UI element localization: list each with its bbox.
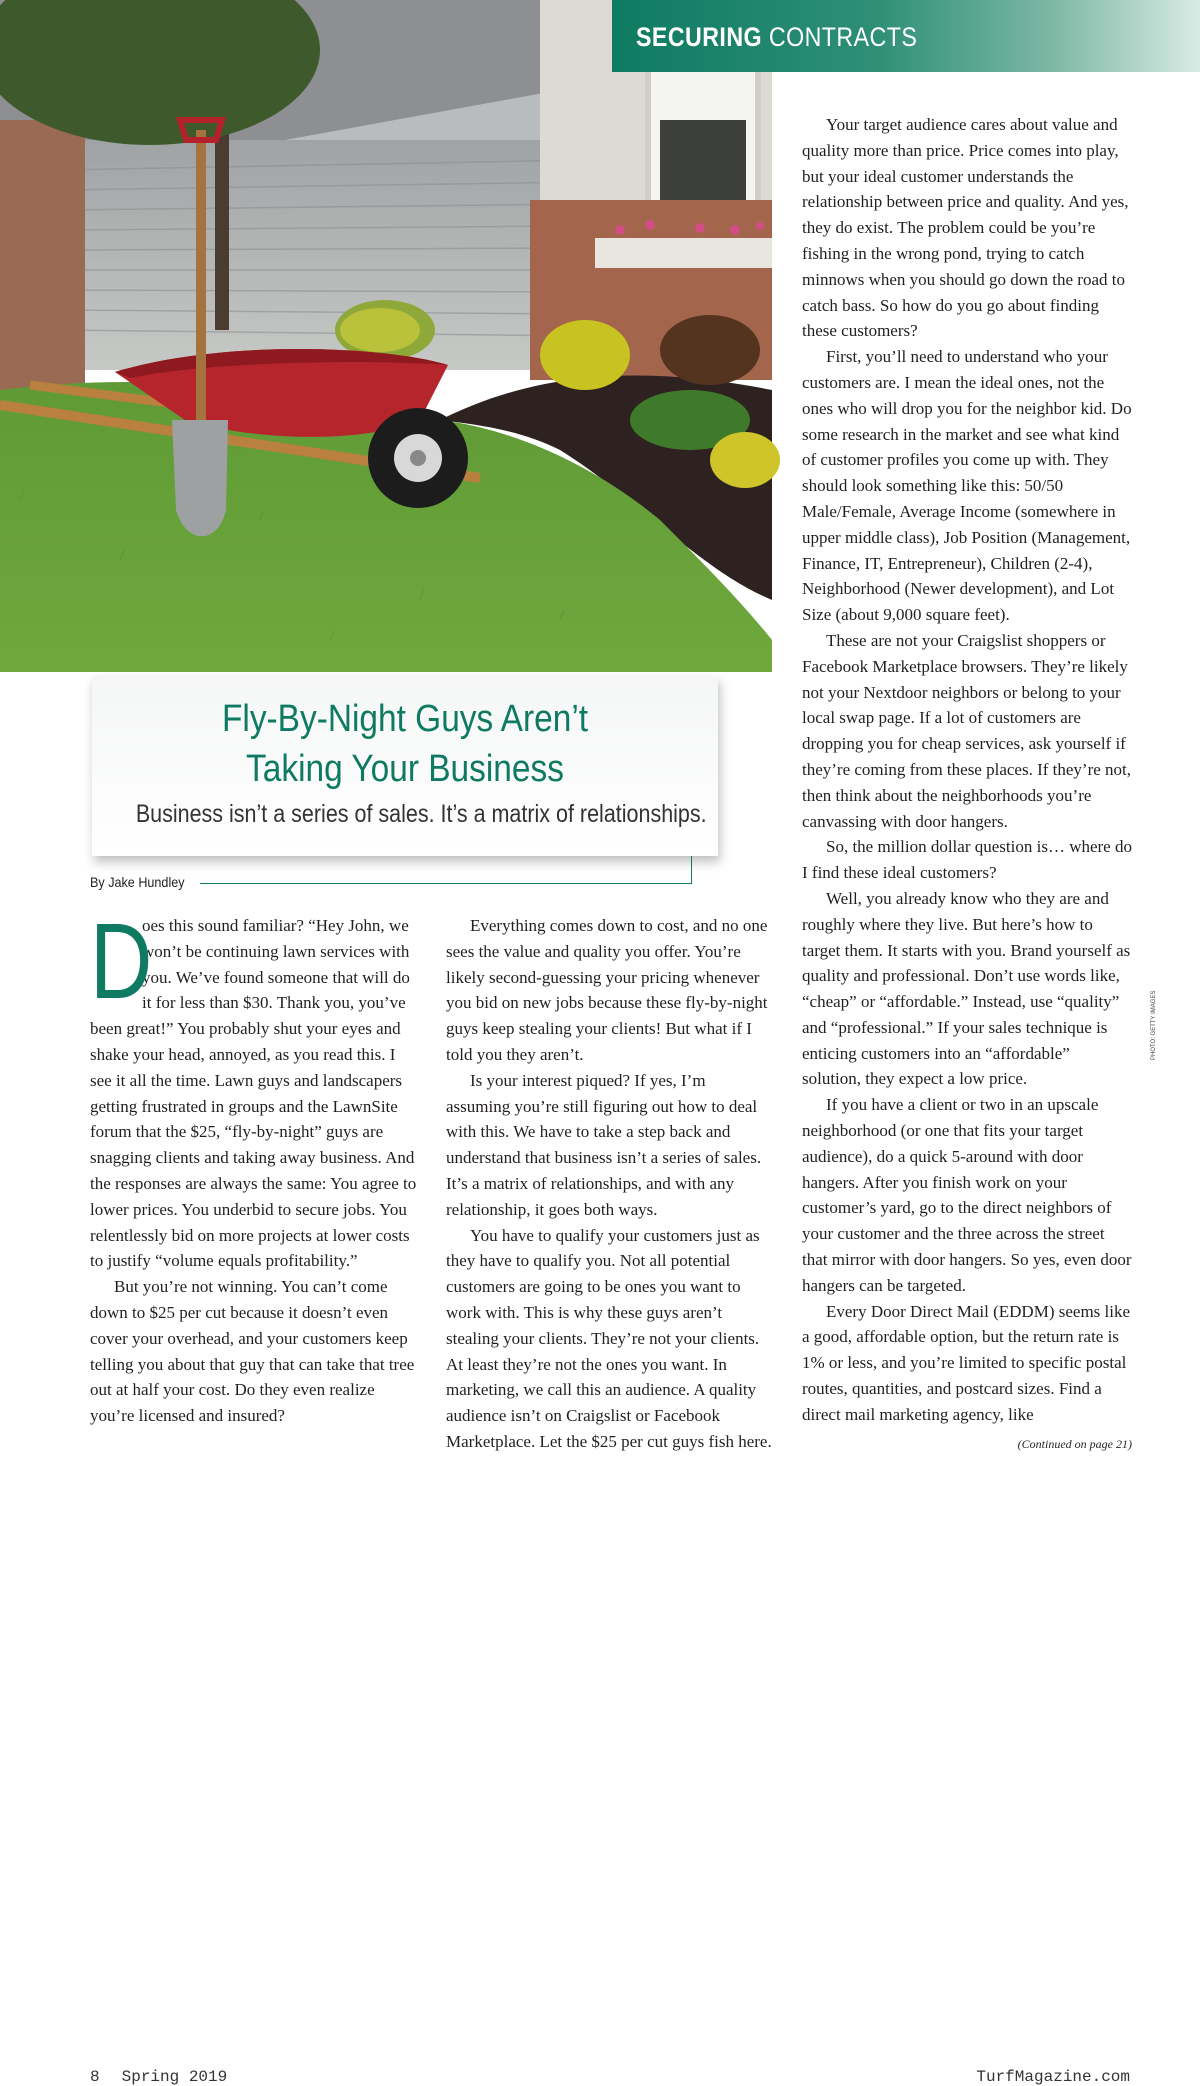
page-number: 8 bbox=[90, 2068, 100, 2086]
byline: By Jake Hundley bbox=[90, 874, 185, 890]
headline-line-2: Taking Your Business bbox=[246, 748, 564, 790]
paragraph: Is your interest piqued? If yes, I’m assuming you’re still figuring out how to deal with this. We have to take a step back and understand that business isn’t a series of sales. It’s a matrix of relationships, and with any relationship, it goes both ways. bbox=[446, 1070, 762, 1219]
lawn-wheelbarrow-photo bbox=[0, 0, 772, 672]
article-column-1 bbox=[90, 900, 420, 1429]
paragraph-text: oes this sound familiar? “Hey John, we won’t be continuing lawn services with you. We’ve found someone that will do it for less than $30. Thank you, you’ve been great!” You probably shut your eyes and shake your head, annoyed, as you read this. I see it all the time. Lawn guys and landscapers getting frustrated in groups and the LawnSite forum that the $25, “fly-by-night” guys are snagging clients and taking away business. And the responses are always the same: You agree to lower prices. You underbid to secure jobs. You relentlessly bid on more projects at lower costs to justify “volume equals profitability.” bbox=[90, 916, 417, 1271]
paragraph: Everything comes down to cost, and no one sees the value and quality you offer. You’re likely second-guessing your pricing whenever you bid on new jobs because these fly-by-night guys keep stealing your clients! But what if I told you they aren’t. bbox=[446, 916, 768, 1064]
section-header-band bbox=[612, 0, 1200, 72]
headline bbox=[130, 694, 681, 794]
paragraph: Your target audience cares about value and quality more than price. Price comes into play, but your ideal customer understands the relationship between price and quality. And yes, they do exist. The problem could be you’re fishing in the wrong pond, trying to catch minnows when you should go down the road to catch bass. So how do you go about finding these customers? bbox=[802, 115, 1129, 341]
paragraph bbox=[90, 900, 420, 1274]
headline-box bbox=[92, 676, 718, 856]
paragraph: These are not your Craigslist shoppers or Facebook Marketplace browsers. They’re likely not your Nextdoor neighbors or belong to your local swap page. If a lot of customers are dropping you for cheap services, ask yourself if they’re coming from these places. If they’re not, then think about the neighborhoods you’re canvassing with door hangers. bbox=[802, 630, 1132, 831]
paragraph: If you have a client or two in an upscale neighborhood (or one that fits your target audience), do a quick 5-around with door hangers. After you finish work on your customer’s yard, go to the direct neighbors of your customer and the three across the street that mirror with door hangers. So yes, even door hangers can be targeted. bbox=[802, 1095, 1132, 1295]
headline-line-1: Fly-By-Night Guys Aren’t bbox=[221, 698, 589, 740]
photo-credit: PHOTO: GETTY IMAGES bbox=[1151, 990, 1157, 1060]
article-column-3 bbox=[802, 112, 1132, 1457]
section-label-bold: SECURING bbox=[636, 22, 763, 52]
continued-note: (Continued on page 21) bbox=[1017, 1436, 1132, 1451]
website-url: TurfMagazine.com bbox=[976, 2068, 1130, 2086]
paragraph: Well, you already know who they are and roughly where they live. But here’s how to target them. It starts with you. Brand yourself as quality and professional. Don’t use words like, “cheap” or “affordable.” Instead, use “quality” and “professional.” If your sales technique is enticing customers into an “affordable” solution, they expect a low price. bbox=[802, 888, 1131, 1089]
paragraph: Every Door Direct Mail (EDDM) seems like a good, affordable option, but the return rate is 1% or less, and you’re limited to specific postal routes, quantities, and postcard sizes. Find a direct mail marketing agency, like bbox=[802, 1301, 1131, 1424]
byline-rule bbox=[200, 883, 692, 884]
paragraph: So, the million dollar question is… where do I find these ideal customers? bbox=[802, 837, 1132, 883]
article-column-2 bbox=[446, 913, 772, 1455]
footer-left bbox=[90, 2068, 227, 2086]
section-label-rest: CONTRACTS bbox=[762, 22, 918, 52]
section-label bbox=[636, 22, 917, 53]
deck-subtitle: Business isn’t a series of sales. It’s a matrix of relationships. bbox=[135, 800, 707, 828]
paragraph: But you’re not winning. You can’t come down to $25 per cut because it doesn’t even cover your overhead, and your customers keep telling you about that guy that can take that tree out at half your cost. Do they even realize you’re licensed and insured? bbox=[90, 1277, 415, 1426]
issue-date: Spring 2019 bbox=[121, 2068, 228, 2086]
paragraph: First, you’ll need to understand who your customers are. I mean the ideal ones, not the ones who will drop you for the neighbor kid. Do some research in the market and see what kind of customer profiles you come up with. They should look something like this: 50/50 Male/Female, Average Income (somewhere in upper middle class), Job Position (Management, Finance, IT, Entrepreneur), Children (2-4), Neighborhood (Newer development), and Lot Size (about 9,000 square feet). bbox=[802, 347, 1132, 625]
drop-cap: D bbox=[90, 900, 153, 1021]
paragraph: You have to qualify your customers just as they have to qualify you. Not all potential customers are going to be ones you want to work with. This is why these guys aren’t stealing your clients. They’re not your clients. At least they’re not the ones you want. In marketing, we call this an audience. A quality audience isn’t on Craigslist or Facebook Marketplace. Let the $25 per cut guys fish here. bbox=[446, 1225, 772, 1451]
byline-rule-vertical bbox=[691, 856, 692, 884]
